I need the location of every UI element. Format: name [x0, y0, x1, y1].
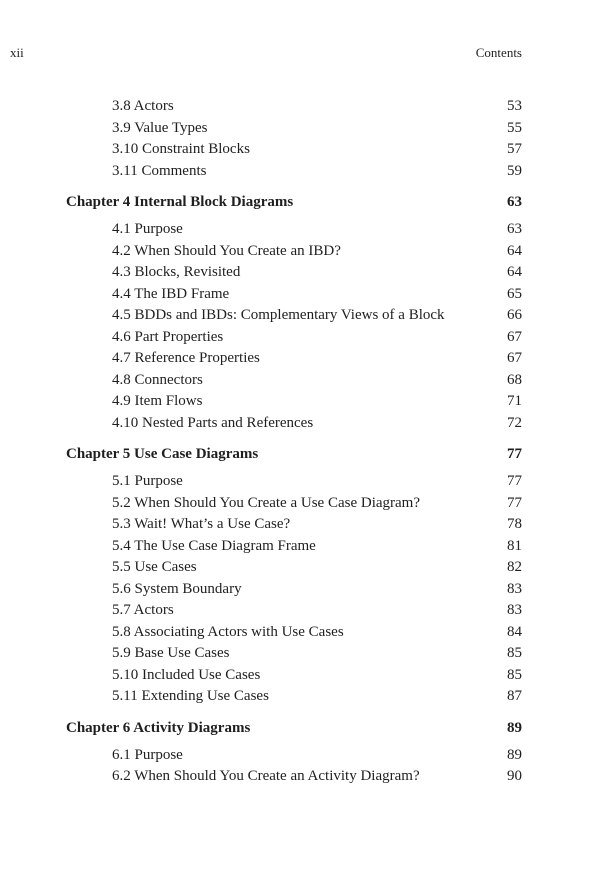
toc-entry[interactable] [66, 602, 522, 624]
toc-chapter-page: 89 [507, 719, 522, 736]
toc-entry-label: 3.8 Actors [112, 98, 174, 114]
toc-entry-label: 4.1 Purpose [112, 221, 183, 237]
toc-entry-label: 3.9 Value Types [112, 119, 208, 136]
toc-chapter[interactable] [66, 194, 522, 215]
toc-entry[interactable] [66, 307, 522, 329]
toc-entry-label: 6.2 When Should You Create an Activity Diagram? [112, 768, 420, 784]
toc-entry-page: 55 [507, 119, 522, 136]
toc-entry[interactable] [66, 581, 522, 603]
toc-entry[interactable] [66, 747, 522, 769]
toc-entry-page: 83 [507, 580, 522, 597]
toc-entry[interactable] [66, 243, 522, 265]
toc-entry-page: 59 [507, 162, 522, 179]
toc-chapter-page: 77 [507, 446, 522, 462]
toc-chapter[interactable] [66, 446, 522, 467]
toc-entry-page: 68 [507, 371, 522, 388]
toc-entry-page: 64 [507, 264, 522, 280]
toc-entry-label: 4.5 BDDs and IBDs: Complementary Views of a Block [112, 307, 445, 323]
toc-entry-page: 57 [507, 141, 522, 157]
toc-entry[interactable] [66, 163, 522, 185]
toc-entry[interactable] [66, 141, 522, 163]
toc-entry[interactable] [66, 645, 522, 667]
toc-entry-label: 5.7 Actors [112, 602, 174, 618]
table-of-contents [66, 98, 522, 790]
toc-entry-page: 53 [507, 98, 522, 114]
toc-entry[interactable] [66, 768, 522, 790]
toc-entry-page: 67 [507, 350, 522, 366]
toc-entry-page: 71 [507, 393, 522, 409]
toc-entry-page: 77 [507, 473, 522, 489]
toc-entry-page: 89 [507, 746, 522, 763]
toc-entry[interactable] [66, 516, 522, 538]
toc-chapter-label: Chapter 6 Activity Diagrams [66, 719, 251, 736]
toc-entry-label: 5.5 Use Cases [112, 559, 197, 575]
toc-entry-page: 87 [507, 688, 522, 704]
toc-entry[interactable] [66, 538, 522, 560]
toc-entry[interactable] [66, 624, 522, 646]
toc-entry-page: 65 [507, 285, 522, 302]
toc-entry[interactable] [66, 221, 522, 243]
toc-entry-label: 4.10 Nested Parts and References [112, 414, 314, 431]
toc-entry-label: 4.3 Blocks, Revisited [112, 264, 241, 280]
toc-entry-label: 5.4 The Use Case Diagram Frame [112, 537, 316, 554]
toc-entry-label: 4.6 Part Properties [112, 328, 224, 345]
toc-entry-label: 5.3 Wait! What’s a Use Case? [112, 516, 291, 532]
running-head: Contents [475, 45, 522, 60]
toc-entry[interactable] [66, 286, 522, 308]
toc-entry[interactable] [66, 473, 522, 495]
toc-entry-page: 77 [507, 494, 522, 511]
toc-entry-page: 67 [507, 328, 522, 345]
toc-entry-label: 5.1 Purpose [112, 473, 183, 489]
toc-entry-page: 85 [507, 666, 522, 683]
toc-entry[interactable] [66, 264, 522, 286]
toc-entry-label: 3.10 Constraint Blocks [112, 141, 250, 157]
toc-entry[interactable] [66, 495, 522, 517]
toc-entry[interactable] [66, 350, 522, 372]
toc-entry-page: 63 [507, 221, 522, 237]
toc-entry-label: 4.8 Connectors [112, 371, 203, 388]
toc-entry-label: 4.7 Reference Properties [112, 350, 260, 366]
toc-entry-label: 4.9 Item Flows [112, 393, 203, 409]
toc-chapter[interactable] [66, 720, 522, 741]
toc-entry-page: 84 [507, 623, 522, 640]
toc-entry[interactable] [66, 559, 522, 581]
toc-entry-label: 6.1 Purpose [112, 746, 183, 763]
toc-entry-label: 5.10 Included Use Cases [112, 666, 261, 683]
toc-entry-page: 78 [507, 516, 522, 532]
toc-entry-label: 4.4 The IBD Frame [112, 285, 230, 302]
toc-entry-page: 72 [507, 414, 522, 431]
toc-entry-page: 83 [507, 602, 522, 618]
toc-entry-label: 5.11 Extending Use Cases [112, 688, 269, 704]
toc-entry-page: 81 [507, 537, 522, 554]
toc-entry-label: 5.6 System Boundary [112, 580, 242, 597]
toc-entry-page: 66 [507, 307, 522, 323]
toc-entry[interactable] [66, 415, 522, 437]
toc-entry[interactable] [66, 98, 522, 120]
toc-entry[interactable] [66, 120, 522, 142]
toc-entry-label: 3.11 Comments [112, 162, 207, 179]
toc-entry[interactable] [66, 372, 522, 394]
toc-entry-page: 90 [507, 768, 522, 784]
toc-entry-page: 82 [507, 559, 522, 575]
toc-entry[interactable] [66, 688, 522, 710]
toc-chapter-label: Chapter 5 Use Case Diagrams [66, 446, 259, 462]
toc-entry-label: 5.9 Base Use Cases [112, 645, 230, 661]
toc-entry-label: 5.2 When Should You Create a Use Case Diagram? [112, 494, 420, 511]
toc-entry-page: 85 [507, 645, 522, 661]
toc-chapter-label: Chapter 4 Internal Block Diagrams [66, 194, 294, 210]
toc-entry[interactable] [66, 667, 522, 689]
page-number: xii [10, 45, 24, 60]
toc-entry[interactable] [66, 393, 522, 415]
toc-entry-page: 64 [507, 242, 522, 259]
toc-entry-label: 5.8 Associating Actors with Use Cases [112, 623, 344, 640]
toc-entry[interactable] [66, 329, 522, 351]
toc-entry-label: 4.2 When Should You Create an IBD? [112, 242, 341, 259]
toc-chapter-page: 63 [507, 194, 522, 210]
